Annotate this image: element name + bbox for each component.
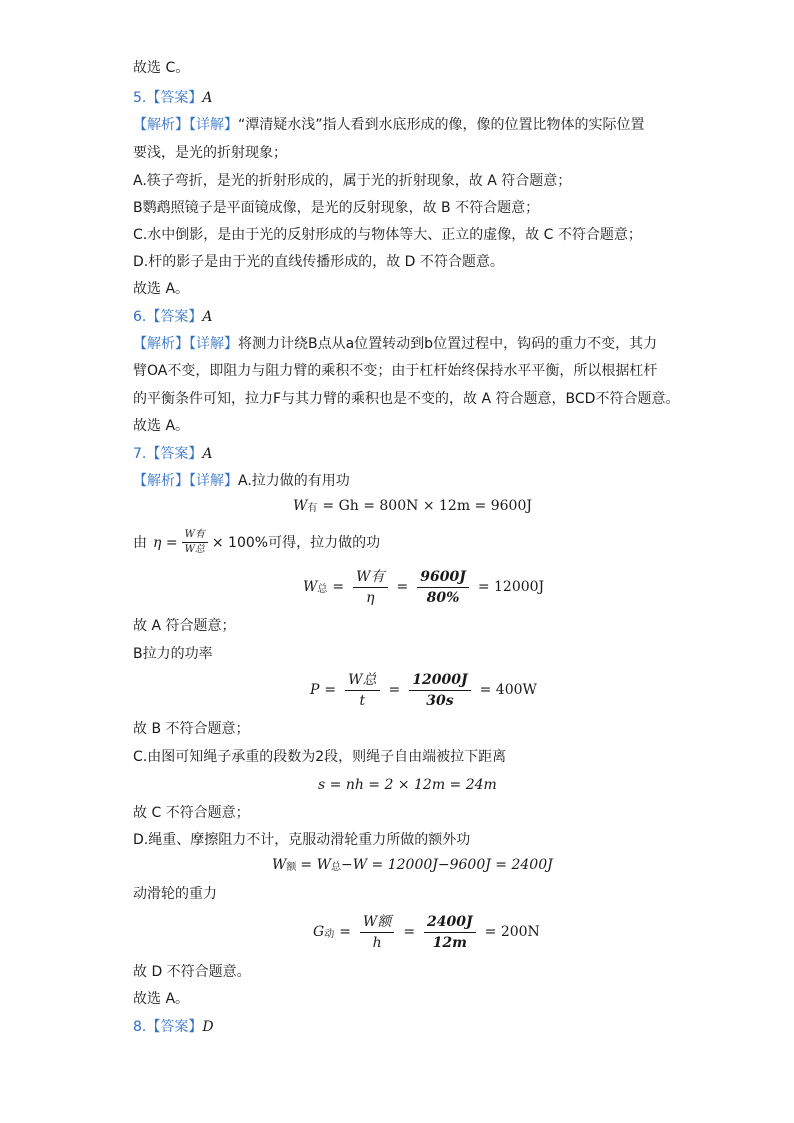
eq-result: = 200N xyxy=(484,924,540,940)
equation-power xyxy=(310,668,542,712)
eq-result: = 12000J xyxy=(477,579,545,595)
fraction-numerator: W有 xyxy=(182,529,208,543)
text-line: A.筷子弯折，是光的折射形成的，属于光的折射现象，故 A 符合题意； xyxy=(133,173,572,189)
question-number: 7. xyxy=(133,446,147,462)
text-line: C.水中倒影，是由于光的反射形成的与物体等大、正立的虚像，故 C 不符合题意； xyxy=(133,227,642,243)
analysis-tag: 【解析】【详解】 xyxy=(133,473,238,489)
question-number: 5. xyxy=(133,90,147,106)
answer-letter: A xyxy=(202,90,213,106)
text-line xyxy=(133,334,657,354)
text-line xyxy=(133,529,380,556)
fraction xyxy=(345,671,379,710)
fraction-numerator: W额 xyxy=(360,913,394,933)
analysis-tag: 【解析】【详解】 xyxy=(133,336,238,352)
analysis-tag: 【解析】【详解】 xyxy=(133,117,238,133)
equation-distance: s = nh = 2 × 12m = 24m xyxy=(318,777,497,793)
text-line: 故 B 不符合题意； xyxy=(133,721,250,737)
fraction-numerator: 2400J xyxy=(424,913,476,933)
eta-symbol: η = xyxy=(153,534,178,551)
answer-letter: A xyxy=(202,446,213,462)
analysis-text: “潭清疑水浅”指人看到水底形成的像，像的位置比物体的实际位置 xyxy=(238,117,645,133)
fraction-denominator: 30s xyxy=(426,692,454,709)
fraction-numerator: 9600J xyxy=(417,568,469,588)
text-line xyxy=(133,115,645,135)
answer-tag: 【答案】 xyxy=(146,90,203,106)
fraction-denominator: η xyxy=(366,589,375,606)
eq-symbol: W xyxy=(303,579,318,595)
question-number: 8. xyxy=(133,1019,147,1035)
eq-rest: = Gh = 800N × 12m = 9600J xyxy=(322,498,532,514)
eq-operator: = xyxy=(332,579,345,595)
eq-subscript: 动 xyxy=(324,928,335,940)
eq-symbol: P xyxy=(310,682,320,698)
eq-symbol: W xyxy=(293,498,308,514)
text-line: 故选 A。 xyxy=(133,991,190,1007)
text-line: 故 D 不符合题意。 xyxy=(133,964,251,980)
text-line: 臂OA不变，即阻力与阻力臂的乘积不变；由于杠杆始终保持水平平衡，所以根据杠杆 xyxy=(133,363,658,379)
fraction-denominator: W总 xyxy=(184,544,205,555)
text-line xyxy=(133,471,350,491)
analysis-text: A.拉力做的有用功 xyxy=(238,473,350,489)
eq-subscript: 总 xyxy=(317,583,328,595)
eq-symbol: W xyxy=(272,857,287,873)
fraction xyxy=(417,568,469,607)
equation-useful-work xyxy=(293,496,537,516)
text-line: 故 C 不符合题意； xyxy=(133,805,250,821)
eq-operator: = xyxy=(388,682,401,698)
text-line: B拉力的功率 xyxy=(133,646,213,662)
eq-operator: = xyxy=(403,924,416,940)
answer-letter: D xyxy=(202,1019,214,1035)
question-5-answer xyxy=(133,88,212,108)
text-line: 故选 A。 xyxy=(133,418,190,434)
equation-extra-work xyxy=(272,855,553,875)
answer-tag: 【答案】 xyxy=(146,309,203,325)
fraction-denominator: h xyxy=(372,934,382,951)
eq-operator: = xyxy=(396,579,409,595)
fraction xyxy=(360,913,394,952)
equation-pulley-weight xyxy=(313,910,545,954)
fraction-denominator: 80% xyxy=(426,589,460,606)
fraction xyxy=(409,671,470,710)
text-fragment: 由 xyxy=(133,534,147,551)
question-7-answer xyxy=(133,444,212,464)
text-line: 动滑轮的重力 xyxy=(133,886,217,902)
eq-symbol: G xyxy=(313,924,325,940)
fraction xyxy=(424,913,476,952)
text-fragment: 可得，拉力做的功 xyxy=(268,534,381,551)
answer-tag: 【答案】 xyxy=(146,1019,203,1035)
text-line: 要浅，是光的折射现象； xyxy=(133,145,287,161)
fraction-denominator: 12m xyxy=(432,934,467,951)
question-6-answer xyxy=(133,307,212,327)
eq-rest: −W = 12000J−9600J = 2400J xyxy=(340,857,553,873)
text-line: B鹦鹉照镜子是平面镜成像，是光的反射现象，故 B 不符合题意； xyxy=(133,200,540,216)
efficiency-fraction xyxy=(182,529,208,556)
eq-operator: = xyxy=(339,924,351,940)
eq-operator: = xyxy=(324,682,337,698)
fraction xyxy=(353,568,387,607)
fraction-numerator: W总 xyxy=(345,671,379,691)
text-line: D.杆的影子是由于光的直线传播形成的，故 D 不符合题意。 xyxy=(133,254,504,270)
text-line: 故选 C。 xyxy=(133,60,190,76)
eq-subscript: 总 xyxy=(330,861,341,873)
text-line: 的平衡条件可知，拉力F与其力臂的乘积也是不变的，故 A 符合题意，BCD不符合题意。 xyxy=(133,391,680,407)
eq-result: = 400W xyxy=(479,682,537,698)
eq-subscript: 额 xyxy=(286,861,297,873)
analysis-text: 将测力计绕B点从a位置转动到b位置过程中，钩码的重力不变，其力 xyxy=(238,336,658,352)
answer-tag: 【答案】 xyxy=(146,446,203,462)
question-8-answer xyxy=(133,1017,214,1037)
text-line: 故选 A。 xyxy=(133,281,190,297)
eq-rest: = W xyxy=(300,857,331,873)
fraction-denominator: t xyxy=(359,692,366,709)
fraction-numerator: 12000J xyxy=(409,671,470,691)
text-fragment: × 100% xyxy=(211,534,269,551)
answer-letter: A xyxy=(202,309,213,325)
question-number: 6. xyxy=(133,309,147,325)
text-line: 故 A 符合题意； xyxy=(133,618,236,634)
text-line: C.由图可知绳子承重的段数为2段，则绳子自由端被拉下距离 xyxy=(133,749,507,765)
text-line: D.绳重、摩擦阻力不计，克服动滑轮重力所做的额外功 xyxy=(133,832,471,848)
equation-total-work xyxy=(303,565,549,609)
eq-subscript: 有 xyxy=(307,502,318,514)
fraction-numerator: W有 xyxy=(353,568,387,588)
